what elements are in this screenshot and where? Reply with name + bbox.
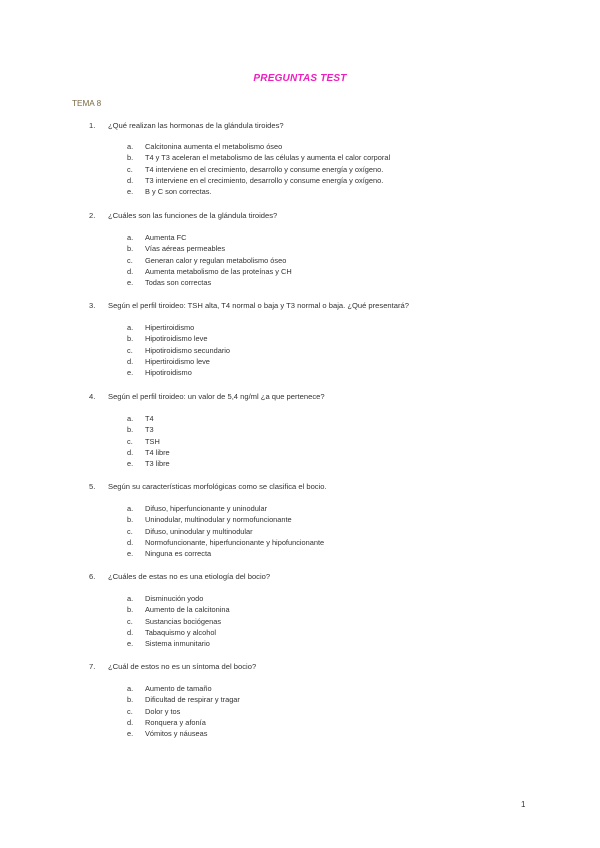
- option-letter: d.: [127, 447, 134, 457]
- option-item: [127, 593, 230, 604]
- option-text: Aumento de tamaño: [145, 684, 212, 693]
- option-letter: b.: [127, 515, 134, 525]
- option-letter: a.: [127, 504, 134, 513]
- question-text: ¿Cuál de estos no es un síntoma del bocio?: [108, 662, 257, 671]
- question-number: 5.: [89, 482, 96, 491]
- option-item: [127, 266, 292, 277]
- option-letter: b.: [127, 425, 134, 435]
- option-text: B y C son correctas.: [145, 187, 212, 197]
- page-number: 1: [521, 800, 526, 809]
- option-letter: b.: [127, 244, 134, 254]
- option-text: T3: [145, 425, 154, 435]
- option-item: [127, 548, 324, 559]
- option-item: [127, 175, 390, 186]
- question-text: Según el perfil tiroideo: TSH alta, T4 normal o baja y T3 normal o baja. ¿Qué presentará?: [108, 301, 409, 310]
- option-item: [127, 413, 170, 424]
- question-3: [89, 301, 409, 310]
- question-5: [89, 482, 327, 491]
- option-text: Sustancias bociógenas: [145, 616, 222, 626]
- option-text: Vías aéreas permeables: [145, 244, 226, 254]
- option-text: Aumenta FC: [145, 233, 187, 242]
- option-text: T4 libre: [145, 447, 170, 457]
- option-text: Vómitos y náuseas: [145, 729, 208, 739]
- option-item: [127, 503, 324, 514]
- option-text: Todas son correctas: [145, 278, 212, 288]
- option-text: Hipotiroidismo: [145, 368, 192, 378]
- option-item: [127, 717, 240, 728]
- option-item: [127, 436, 170, 447]
- option-item: [127, 333, 230, 344]
- option-item: [127, 706, 240, 717]
- option-letter: d.: [127, 175, 134, 185]
- option-letter: a.: [127, 594, 134, 603]
- options-list-3: [127, 322, 230, 378]
- option-text: T3 libre: [145, 459, 170, 469]
- option-text: Tabaquismo y alcohol: [145, 627, 217, 637]
- option-letter: a.: [127, 323, 134, 332]
- option-letter: d.: [127, 717, 134, 727]
- option-item: [127, 604, 230, 615]
- option-text: TSH: [145, 436, 160, 446]
- option-item: [127, 255, 292, 266]
- options-list-7: [127, 683, 240, 739]
- option-item: [127, 458, 170, 469]
- option-item: [127, 243, 292, 254]
- question-4: [89, 392, 325, 401]
- option-item: [127, 424, 170, 435]
- question-1: [89, 121, 284, 130]
- options-list-6: [127, 593, 230, 649]
- option-text: T3 interviene en el crecimiento, desarrollo y consume energía y oxígeno.: [145, 175, 384, 185]
- option-letter: b.: [127, 605, 134, 615]
- option-letter: e.: [127, 187, 134, 197]
- option-letter: e.: [127, 729, 134, 739]
- option-letter: d.: [127, 537, 134, 547]
- option-text: Calcitonina aumenta el metabolismo óseo: [145, 142, 283, 151]
- option-letter: a.: [127, 684, 134, 693]
- document-title: PREGUNTAS TEST: [253, 73, 347, 84]
- option-letter: d.: [127, 627, 134, 637]
- options-list-5: [127, 503, 324, 559]
- option-item: [127, 616, 230, 627]
- option-text: Hipotiroidismo leve: [145, 334, 208, 344]
- option-letter: c.: [127, 255, 133, 265]
- option-text: Hipertiroidismo leve: [145, 356, 210, 366]
- option-letter: e.: [127, 278, 134, 288]
- option-item: [127, 186, 390, 197]
- option-letter: d.: [127, 266, 134, 276]
- option-item: [127, 232, 292, 243]
- option-text: Ronquera y afonía: [145, 717, 206, 727]
- options-list-4: [127, 413, 170, 469]
- option-text: Hipotiroidismo secundario: [145, 345, 231, 355]
- option-letter: c.: [127, 345, 133, 355]
- option-text: T4 y T3 aceleran el metabolismo de las células y aumenta el calor corporal: [145, 153, 391, 163]
- question-7: [89, 662, 256, 671]
- question-text: Según el perfil tiroideo: un valor de 5,4 ng/ml ¿a que pertenece?: [108, 392, 325, 401]
- option-text: Dolor y tos: [145, 706, 181, 716]
- option-text: Sistema inmunitario: [145, 639, 210, 649]
- option-letter: c.: [127, 164, 133, 174]
- option-letter: b.: [127, 695, 134, 705]
- option-text: Difuso, uninodular y multinodular: [145, 526, 253, 536]
- option-item: [127, 367, 230, 378]
- option-letter: c.: [127, 526, 133, 536]
- option-text: T4: [145, 414, 154, 423]
- question-text: ¿Qué realizan las hormonas de la glándula tiroides?: [108, 121, 284, 130]
- option-text: Difuso, hiperfuncionante y uninodular: [145, 504, 268, 513]
- option-letter: a.: [127, 142, 134, 151]
- option-text: Generan calor y regulan metabolismo óseo: [145, 255, 287, 265]
- question-2: [89, 211, 277, 220]
- option-text: Ninguna es correcta: [145, 549, 212, 559]
- option-letter: a.: [127, 233, 134, 242]
- question-number: 2.: [89, 211, 96, 220]
- option-text: Normofuncionante, hiperfuncionante y hipofuncionante: [145, 537, 325, 547]
- question-number: 3.: [89, 301, 96, 310]
- option-item: [127, 356, 230, 367]
- option-item: [127, 627, 230, 638]
- option-text: Aumento de la calcitonina: [145, 605, 230, 615]
- option-letter: e.: [127, 639, 134, 649]
- option-item: [127, 728, 240, 739]
- option-letter: e.: [127, 368, 134, 378]
- option-letter: c.: [127, 436, 133, 446]
- option-item: [127, 152, 390, 163]
- question-number: 7.: [89, 662, 96, 671]
- option-letter: c.: [127, 706, 133, 716]
- option-item: [127, 638, 230, 649]
- option-letter: b.: [127, 153, 134, 163]
- option-text: Hipertiroidismo: [145, 323, 195, 332]
- option-letter: a.: [127, 414, 134, 423]
- question-text: ¿Cuáles son las funciones de la glándula tiroides?: [108, 211, 278, 220]
- option-item: [127, 141, 390, 152]
- question-number: 6.: [89, 572, 96, 581]
- question-number: 1.: [89, 121, 96, 130]
- option-letter: c.: [127, 616, 133, 626]
- option-item: [127, 514, 324, 525]
- option-item: [127, 447, 170, 458]
- options-list-1: [127, 141, 390, 197]
- question-number: 4.: [89, 392, 96, 401]
- option-letter: e.: [127, 459, 134, 469]
- options-list-2: [127, 232, 292, 288]
- option-text: Uninodular, multinodular y normofuncionante: [145, 515, 292, 525]
- option-item: [127, 164, 390, 175]
- option-item: [127, 345, 230, 356]
- option-item: [127, 537, 324, 548]
- option-text: Disminución yodo: [145, 594, 204, 603]
- option-letter: d.: [127, 356, 134, 366]
- question-6: [89, 572, 270, 581]
- option-item: [127, 683, 240, 694]
- option-item: [127, 277, 292, 288]
- option-letter: b.: [127, 334, 134, 344]
- question-text: Según su características morfológicas como se clasifica el bocio.: [108, 482, 327, 491]
- option-letter: e.: [127, 549, 134, 559]
- option-item: [127, 526, 324, 537]
- option-item: [127, 694, 240, 705]
- option-item: [127, 322, 230, 333]
- option-text: T4 interviene en el crecimiento, desarrollo y consume energía y oxígeno.: [145, 164, 384, 174]
- option-text: Aumenta metabolismo de las proteínas y CH: [145, 266, 292, 276]
- section-heading: TEMA 8: [72, 99, 102, 108]
- question-text: ¿Cuáles de estas no es una etiología del bocio?: [108, 572, 271, 581]
- option-text: Dificultad de respirar y tragar: [145, 695, 240, 705]
